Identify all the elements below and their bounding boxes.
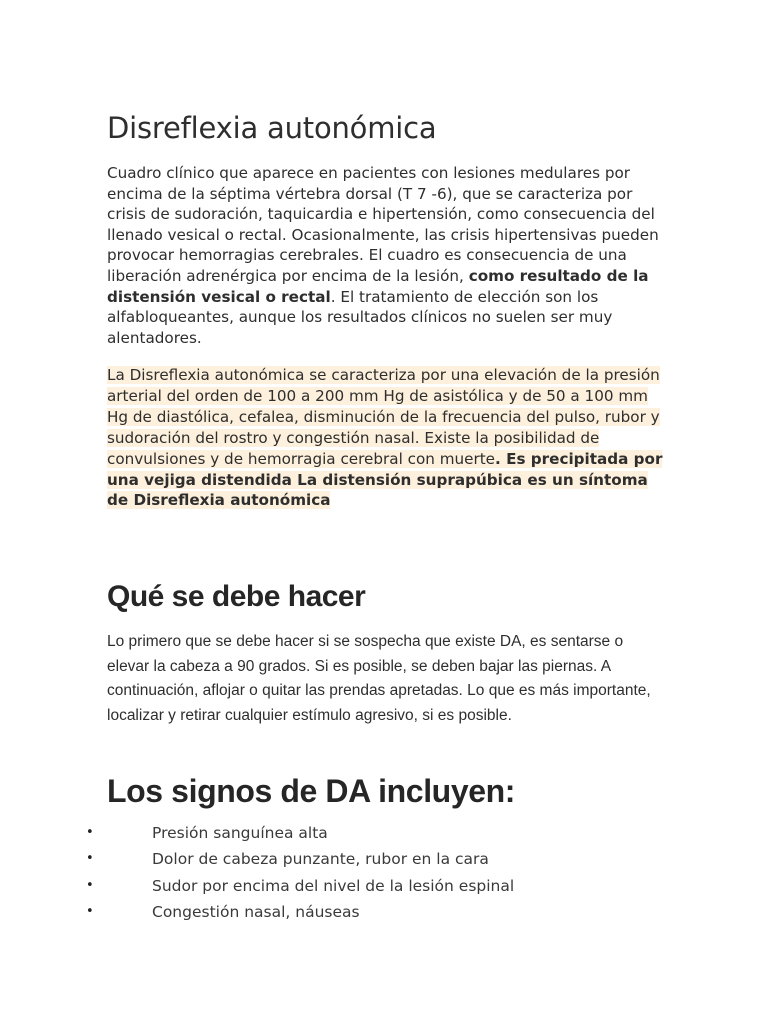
intro-paragraph — [107, 163, 667, 348]
intro-bold-text: como resultado de la distensión vesical o rectal — [107, 266, 649, 306]
intro-text-part1: Cuadro clínico que aparece en pacientes con lesiones medulares por encima de la séptima vértebra dorsal (T 7 -6), que se caracteriza por crisis de sudoración, taquicardia e hipertensión, como consecuencia del llenado vesical o rectal. Ocasionalmente, las crisis hipertensivas pueden provocar hemorragias cerebrales. El cuadro es consecuencia de una liberación adrenérgica por encima de la lesión, — [107, 164, 659, 285]
list-item — [0, 899, 700, 925]
highlight-normal-text: La Disreflexia autonómica se caracteriza por una elevación de la presión arterial del orden de 100 a 200 mm Hg de asistólica y de 50 a 100 mm Hg de diastólica, cefalea, disminución de la frecuencia del pulso, rubor y sudoración del rostro y congestión nasal. Existe la posibilidad de convulsiones y de hemorragia cerebral con muerte — [107, 366, 660, 468]
bullet-icon: • — [86, 903, 94, 919]
section-heading-signs: Los signos de DA incluyen: — [107, 773, 516, 809]
signs-list — [0, 820, 700, 925]
bullet-icon: • — [86, 851, 94, 867]
list-item — [0, 846, 700, 872]
list-item — [0, 873, 700, 899]
highlight-bold-text: . Es precipitada por una vejiga distendida La distensión suprapúbica es un síntoma de Disreflexia autonómica — [107, 449, 663, 510]
list-item-text: Presión sanguínea alta — [152, 824, 328, 842]
bullet-icon: • — [86, 825, 94, 840]
highlighted-paragraph — [107, 365, 667, 511]
what-to-do-paragraph: Lo primero que se debe hacer si se sospecha que existe DA, es sentarse o elevar la cabeza a 90 grados. Si es posible, se deben bajar las piernas. A continuación, aflojar o quitar las prendas apretadas. Lo que es más importante, localizar y retirar cualquier estímulo agresivo, si es posible. — [107, 633, 651, 724]
section-heading-what-to-do: Qué se debe hacer — [107, 580, 366, 613]
intro-text-part2: . El tratamiento de elección son los alfabloqueantes, aunque los resultados clínicos no suelen ser muy alentadores. — [107, 287, 613, 347]
bullet-icon: • — [86, 877, 94, 893]
list-item-text: Dolor de cabeza punzante, rubor en la cara — [152, 850, 489, 869]
page-title: Disreflexia autonómica — [107, 111, 437, 145]
list-item — [0, 820, 700, 846]
list-item-text: Congestión nasal, náuseas — [152, 902, 360, 921]
list-item-text: Sudor por encima del nivel de la lesión espinal — [152, 876, 515, 895]
